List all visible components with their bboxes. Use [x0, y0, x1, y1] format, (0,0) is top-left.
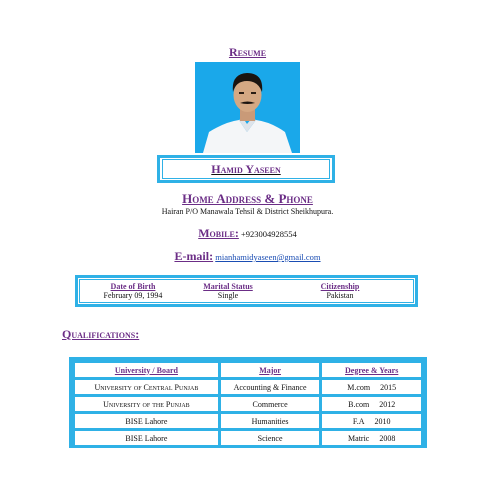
mobile-value: +923004928554 [241, 229, 297, 239]
email-link[interactable]: mianhamidyaseen@gmail.com [215, 252, 321, 262]
person-portrait-icon [195, 62, 300, 153]
row-degree-name: Matric [348, 433, 370, 443]
table-row [75, 414, 421, 428]
row-major: Science [221, 431, 320, 445]
row-degree-name: B.com [348, 399, 370, 409]
marital-value: Single [217, 291, 239, 300]
candidate-name: Hamid Yaseen [211, 161, 281, 176]
dob-value: February 09, 1994 [103, 291, 163, 300]
row-degree-name: M.com [347, 382, 371, 392]
row-board: University of Central Punjab [75, 380, 218, 394]
row-major: Accounting & Finance [221, 380, 320, 394]
email-line [0, 249, 495, 264]
row-degree [322, 397, 421, 411]
name-box [157, 155, 335, 183]
email-label: E-mail: [174, 249, 214, 263]
citizenship-label: Citizenship [320, 282, 360, 291]
row-major: Humanities [221, 414, 320, 428]
qualifications-heading: Qualifications: [62, 327, 140, 341]
dob-column [88, 282, 178, 300]
row-year: 2008 [379, 433, 396, 443]
row-major: Commerce [221, 397, 320, 411]
row-degree [322, 380, 421, 394]
row-board: BISE Lahore [75, 431, 218, 445]
row-board: University of the Punjab [75, 397, 218, 411]
row-degree [322, 414, 421, 428]
mobile-label: Mobile: [198, 226, 239, 240]
personal-info-box [75, 275, 418, 307]
citizenship-value: Pakistan [326, 291, 354, 300]
mobile-line [0, 226, 495, 241]
row-year: 2015 [380, 382, 397, 392]
citizenship-column [305, 282, 375, 300]
row-degree [322, 431, 421, 445]
header-major: Major [221, 363, 320, 377]
resume-title: Resume [228, 45, 267, 59]
row-degree-name: F.A [352, 416, 365, 426]
header-degree: Degree & Years [322, 363, 421, 377]
table-row [75, 380, 421, 394]
home-address-heading: Home Address & Phone [182, 191, 313, 206]
table-row [75, 397, 421, 411]
dob-label: Date of Birth [110, 282, 156, 291]
table-header-row [75, 363, 421, 377]
marital-column [188, 282, 268, 300]
marital-label: Marital Status [203, 282, 253, 291]
profile-photo [195, 62, 300, 153]
qualifications-table [69, 357, 427, 448]
row-board: BISE Lahore [75, 414, 218, 428]
row-year: 2012 [379, 399, 396, 409]
row-year: 2010 [374, 416, 391, 426]
address-text: Hairan P/O Manawala Tehsil & District Sheikhupura. [161, 207, 334, 216]
header-board: University / Board [75, 363, 218, 377]
table-row [75, 431, 421, 445]
